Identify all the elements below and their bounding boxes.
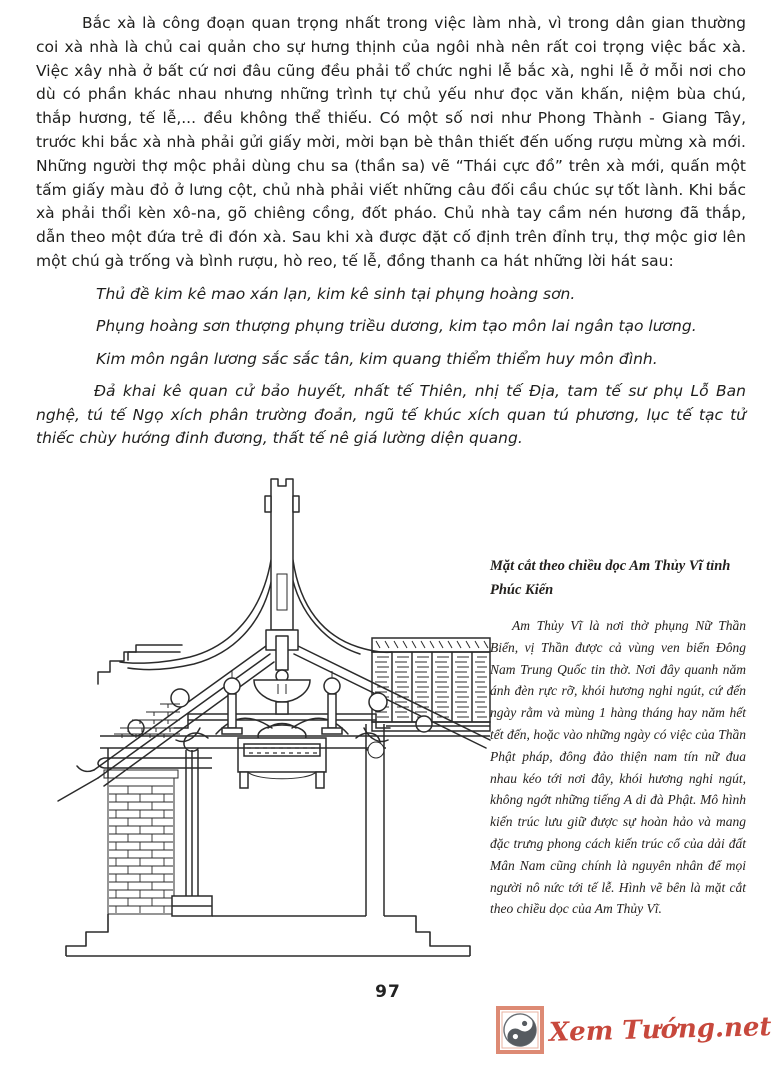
carved-fascia-band — [372, 638, 490, 731]
figure-caption — [490, 554, 746, 920]
yin-yang-icon — [496, 1006, 544, 1054]
gable-brick-hatch — [114, 704, 180, 738]
main-paragraph: Bắc xà là công đoạn quan trọng nhất trong việc làm nhà, vì trong dân gian thường coi xà nhà là chủ cai quản cho sự hưng thịnh của ngôi nhà nên rất coi trọng việc bắc xà. Việc xây nhà ở bất cứ nơi đâu cũng đều phải tổ chức nghi lễ bắc xà, nghi lễ ở mỗi nơi cho dù có phần khác nhau nhưng những trình tự chủ yếu như đọc văn khấn, niệm bùa chú, thắp hương, tế lễ,... đều không thể thiếu. Có một số nơi như Phong Thành - Giang Tây, trước khi bắc xà nhà phải gửi giấy mời, mời bạn bè thân thiết đến uống rượu mừng xà mới. Những người thợ mộc phải dùng chu sa (thần sa) vẽ “Thái cực đồ” trên xà mới, quấn một tấm giấy màu đỏ ở lưng cột, chủ nhà phải viết những câu đối cầu chúc sự tốt lành. Khi bắc xà phải thổi kèn xô-na, gõ chiêng cồng, đốt pháo. Chủ nhà tay cầm nén hương đã thắp, dẫn theo một đứa trẻ đi đón xà. Sau khi xà được đặt cố định trên đỉnh trụ, thợ mộc giơ lên một chú gà trống và bình rượu, hò reo, tế lễ, đồng thanh ca hát những lời hát sau: — [36, 14, 746, 270]
ridge-finial — [265, 479, 299, 682]
figure-caption-body: Am Thủy Vĩ là nơi thờ phụng Nữ Thần Biển, vị Thần được cả vùng ven biển Đông Nam Trung Quốc tin thờ. Nơi đây quanh năm ánh đèn rực rỡ, khói hương nghi ngút, cứ đến ngày rằm và mùng 1 hàng tháng hay năm hết tết đến, hoặc vào những ngày có việc của Thần Phật pháp, đông đảo thiện nam tín nữ đua nhau kéo tới nơi đây, khói hương nghi ngút, không ngớt những tiếng A di đà Phật. Mô hình kiến trúc lưu giữ được sự hoàn hảo và mang đặc trưng phong cách kiến trúc cổ của dải đất Mân Nam cũng chính là nguyên nhân để mọi người nô nức tới tế lễ. Hình vẽ bên là mặt cắt theo chiều dọc của Am Thủy Vĩ. — [490, 618, 746, 917]
pier-cap — [104, 770, 178, 778]
temple-cross-section-drawing — [40, 476, 492, 970]
page-number: 97 — [375, 982, 401, 1002]
watermark-text: Xem Tướng.net — [548, 1012, 772, 1048]
stone-platform — [66, 914, 470, 956]
figure-area — [36, 462, 746, 984]
verse-line-3: Kim môn ngân lương sắc sắc tân, kim quang thiểm thiểm huy môn đình. — [96, 349, 658, 368]
verse-paragraph-4: Đả khai kê quan cử bảo huyết, nhất tế Thiên, nhị tế Địa, tam tế sư phụ Lỗ Ban nghệ, tú tế Ngọ xích phân trường đoản, ngũ tế khúc xích quan tú phương, lục tế tạc tử thiếc chùy hướng đinh đương, thất tế nê giá lường diện quang. — [36, 382, 746, 448]
main-text-column — [36, 12, 746, 451]
verse-line-2: Phụng hoàng sơn thượng phụng triều dương, kim tạo môn lai ngân tạo lương. — [96, 317, 697, 336]
beam-peg — [368, 742, 384, 758]
brick-courses — [109, 786, 173, 913]
verse-line-1: Thủ đề kim kê mao xán lạn, kim kê sinh tại phụng hoàng sơn. — [96, 284, 576, 303]
watermark — [496, 1006, 771, 1054]
figure-caption-title: Mặt cắt theo chiều dọc Am Thủy Vĩ tỉnh Phúc Kiến — [490, 558, 731, 598]
bracket-posts-and-altar — [222, 678, 342, 788]
